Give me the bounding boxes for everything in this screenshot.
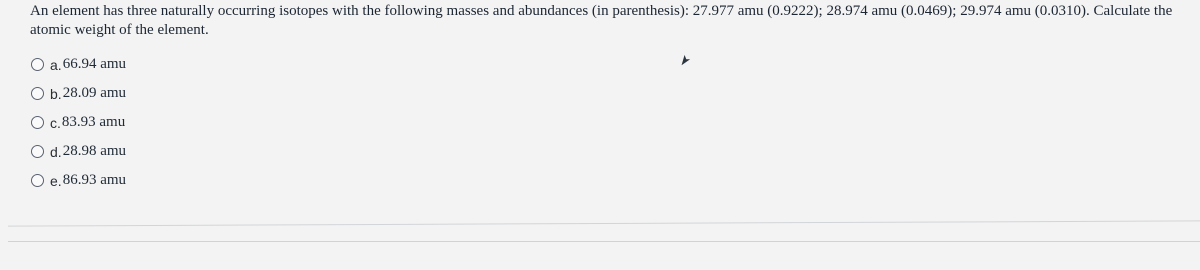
option-c-letter: c. (50, 114, 61, 131)
option-a-letter: a. (50, 56, 62, 73)
radio-button-e[interactable] (31, 174, 44, 187)
option-c-value: 83.93 amu (61, 114, 126, 130)
option-c[interactable] (31, 108, 126, 137)
option-b[interactable] (31, 79, 126, 108)
option-d-letter: d. (50, 143, 62, 160)
option-a-value: 66.94 amu (62, 56, 127, 72)
option-b-value: 28.09 amu (62, 85, 127, 101)
option-d-value: 28.98 amu (62, 143, 127, 159)
divider-line (8, 241, 1200, 242)
divider-line (8, 220, 1200, 226)
option-d[interactable] (31, 137, 126, 166)
option-b-letter: b. (50, 85, 62, 102)
radio-button-d[interactable] (31, 145, 44, 158)
option-e-letter: e. (50, 172, 62, 189)
answer-options (31, 50, 126, 195)
question-text: An element has three naturally occurring isotopes with the following masses and abundances (in parenthesis): 27.977 amu (0.9222); 28.974 amu (0.0469); 29.974 amu (0.0310). Calculate the atomic weight of the element. (30, 3, 1173, 38)
radio-button-a[interactable] (31, 58, 44, 71)
mouse-pointer-icon (680, 53, 692, 67)
option-e[interactable] (31, 166, 126, 195)
option-e-value: 86.93 amu (62, 172, 127, 188)
option-a[interactable] (31, 50, 126, 79)
radio-button-c[interactable] (31, 116, 44, 129)
radio-button-b[interactable] (31, 87, 44, 100)
